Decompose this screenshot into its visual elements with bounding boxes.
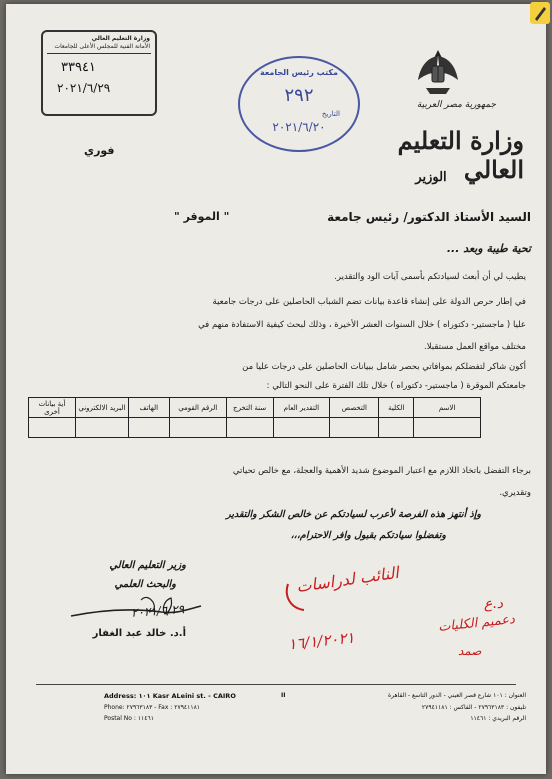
eagle-emblem-icon: [416, 46, 460, 96]
country-line: جمهورية مصر العربية: [416, 100, 496, 110]
col-other: أية بيانات أخرى: [29, 398, 76, 418]
body-p1: يطيب لي أن أبعث لسيادتكم بأسمى آيات الود والتقدير.: [334, 272, 526, 282]
oval-stamp-date: ٢٠٢١/٦/٢٠: [272, 120, 326, 134]
signature-date: ٢٠٢١/٦/٢٩: [130, 602, 185, 620]
honorific: " الموقر ": [174, 210, 230, 223]
handwritten-note-1: النائب لدراسات: [295, 562, 400, 597]
handwritten-note-2: د.ع: [484, 596, 504, 612]
ministry-line: وزارة التعليم العالي: [397, 126, 524, 184]
handwritten-note-3: دعميم الكليات: [437, 612, 516, 635]
registration-stamp: [41, 30, 157, 116]
footer-divider: [36, 684, 516, 685]
closing-1: برجاء التفضل باتخاذ اللازم مع اعتبار الموضوع شديد الأهمية والعجلة، مع خالص تحياتي: [232, 466, 531, 476]
col-name: الاسم: [414, 398, 481, 418]
oval-stamp-title: مكتب رئيس الجامعة: [260, 68, 338, 77]
col-national-id: الرقم القومي: [169, 398, 226, 418]
col-email: البريد الالكتروني: [75, 398, 128, 418]
office-line: الوزير: [415, 170, 447, 185]
graduates-table: [28, 397, 481, 438]
footer-postal-en: Postal No : ١١٤٦١: [104, 715, 154, 722]
footer-phone-en: Phone: ٢٧٩٦٣١٨٣ - Fax : ٢٧٩٤١١٨١: [104, 704, 201, 711]
closing-2: وتقديري.: [499, 488, 531, 498]
col-grad-year: سنة التخرج: [226, 398, 273, 418]
handwritten-bracket: [284, 576, 424, 616]
handwritten-date: ١٦/١/٢٠٢١: [287, 628, 356, 654]
body-p2-l2: عليا ( ماجستير- دكتوراه ) خلال السنوات العشر الأخيرة ، وذلك لبحث كيفية الاستفادة منهم في: [198, 320, 526, 330]
oval-stamp-number: ٢٩٢: [284, 85, 314, 106]
body-p2-l1: في إطار حرص الدولة على إنشاء قاعدة بيانات تضم الشباب الحاصلين على درجات جامعية: [212, 297, 526, 307]
col-faculty: الكلية: [379, 398, 414, 418]
oval-stamp-date-label: التاريخ: [321, 110, 340, 118]
footer-postal-ar: الرقم البريدي : ١١٤٦١: [470, 715, 526, 722]
table-row: [29, 418, 481, 438]
body-p3-l2: جامعتكم الموقرة ( ماجستير- دكتوراه ) خلال تلك الفترة على النحو التالي :: [266, 381, 526, 391]
closing-4: وتفضلوا سيادتكم بقبول وافر الاحترام،،،: [290, 530, 446, 541]
handwritten-note-4: صمد: [458, 644, 482, 658]
recipient-line: السيد الأستاذ الدكتور/ رئيس جامعة: [327, 210, 531, 224]
letter-page: [6, 4, 546, 774]
footer-separator: II: [281, 692, 286, 699]
col-phone: الهاتف: [128, 398, 169, 418]
stamp-line-2: الأمانة الفنية للمجلس الأعلى للجامعات: [54, 43, 150, 50]
footer-phone-ar: تليفون : ٢٧٩٦٣١٨٣ - الفاكس : ٢٧٩٤١١٨١: [421, 704, 526, 711]
urgent-label: فوري: [84, 144, 115, 157]
stamp-number: ٣٣٩٤١: [61, 60, 96, 75]
closing-3: وإذ أنتهز هذه الفرصة لأعرب لسيادتكم عن خالص الشكر والتقدير: [226, 509, 481, 520]
body-p3-l1: أكون شاكر لتفضلكم بموافاتي بحصر شامل ببيانات الحاصلين على درجات عليا من: [242, 362, 526, 372]
stamp-line-1: وزارة التعليم العالي: [91, 35, 150, 42]
table-header-row: [29, 398, 481, 418]
col-specialization: التخصص: [330, 398, 379, 418]
signature-title-1: وزير التعليم العالي: [109, 560, 186, 571]
col-grade: التقدير العام: [273, 398, 330, 418]
footer-address-ar: العنوان : ١٠١ شارع قصر العيني - الدور التاسع - القاهرة: [388, 692, 526, 699]
body-p2-l3: مختلف مواقع العمل مستقبلا.: [424, 342, 526, 352]
president-office-stamp: [238, 56, 360, 152]
pencil-icon: [528, 0, 552, 26]
stamp-date: ٢٠٢١/٦/٢٩: [57, 81, 111, 95]
signature-title-2: والبحث العلمي: [114, 579, 176, 590]
signatory-name: أ.د. خالد عبد الغفار: [92, 628, 186, 639]
footer-address-en: Address: ١٠١ Kasr ALeini st. - CAIRO: [104, 692, 236, 700]
greeting: تحية طيبة وبعد ...: [446, 242, 531, 255]
